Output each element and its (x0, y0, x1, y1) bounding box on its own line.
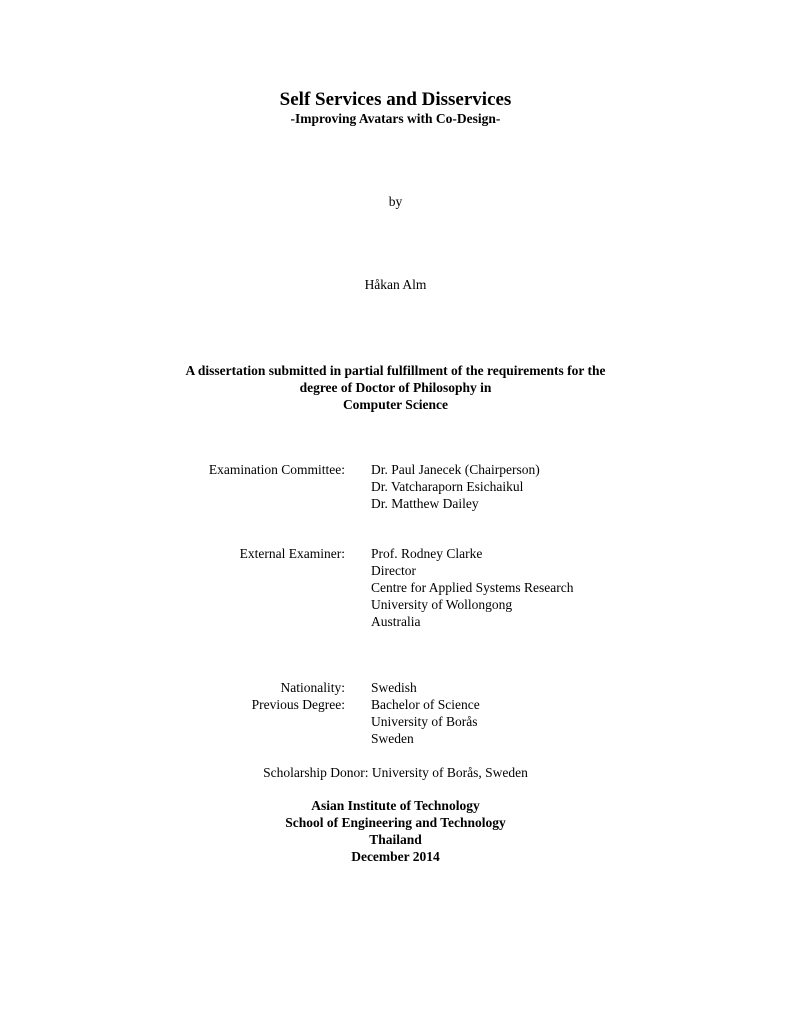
external-examiner-details (371, 545, 573, 630)
personal-details-values (371, 679, 480, 747)
country: Thailand (369, 832, 422, 847)
school-name: School of Engineering and Technology (285, 815, 506, 830)
external-examiner-line: Centre for Applied Systems Research (371, 580, 574, 595)
external-examiner-line: University of Wollongong (371, 597, 513, 612)
committee-label (209, 461, 345, 478)
previous-degree-label: Previous Degree: (251, 697, 345, 712)
submission-date: December 2014 (351, 849, 440, 864)
dissertation-subtitle: -Improving Avatars with Co-Design- (290, 111, 501, 126)
scholarship-donor: Scholarship Donor: University of Borås, Sweden (263, 765, 528, 780)
institution-name: Asian Institute of Technology (311, 798, 480, 813)
committee-members (371, 461, 540, 512)
external-examiner-line: Australia (371, 614, 421, 629)
committee-member: Dr. Paul Janecek (Chairperson) (371, 462, 540, 477)
nationality-value: Swedish (371, 680, 417, 695)
personal-details-labels (252, 679, 345, 713)
previous-degree-line: Sweden (371, 731, 414, 746)
dissertation-title: Self Services and Disservices (279, 89, 512, 110)
degree-statement (0, 362, 791, 413)
statement-line-2: degree of Doctor of Philosophy in (299, 380, 492, 395)
committee-label-text: Examination Committee: (208, 462, 345, 477)
previous-degree-line: Bachelor of Science (371, 697, 480, 712)
previous-degree-line: University of Borås (371, 714, 478, 729)
nationality-label: Nationality: (280, 680, 345, 695)
external-examiner-line: Director (371, 563, 416, 578)
by-label: by (388, 194, 403, 209)
external-examiner-label-text: External Examiner: (239, 546, 345, 561)
institution-block (0, 797, 791, 865)
committee-member: Dr. Vatcharaporn Esichaikul (371, 479, 524, 494)
external-examiner-line: Prof. Rodney Clarke (371, 546, 483, 561)
statement-line-3: Computer Science (342, 397, 449, 412)
statement-line-1: A dissertation submitted in partial fulfillment of the requirements for the (185, 363, 606, 378)
committee-member: Dr. Matthew Dailey (371, 496, 479, 511)
author-name: Håkan Alm (364, 277, 427, 292)
external-examiner-label (240, 545, 345, 562)
